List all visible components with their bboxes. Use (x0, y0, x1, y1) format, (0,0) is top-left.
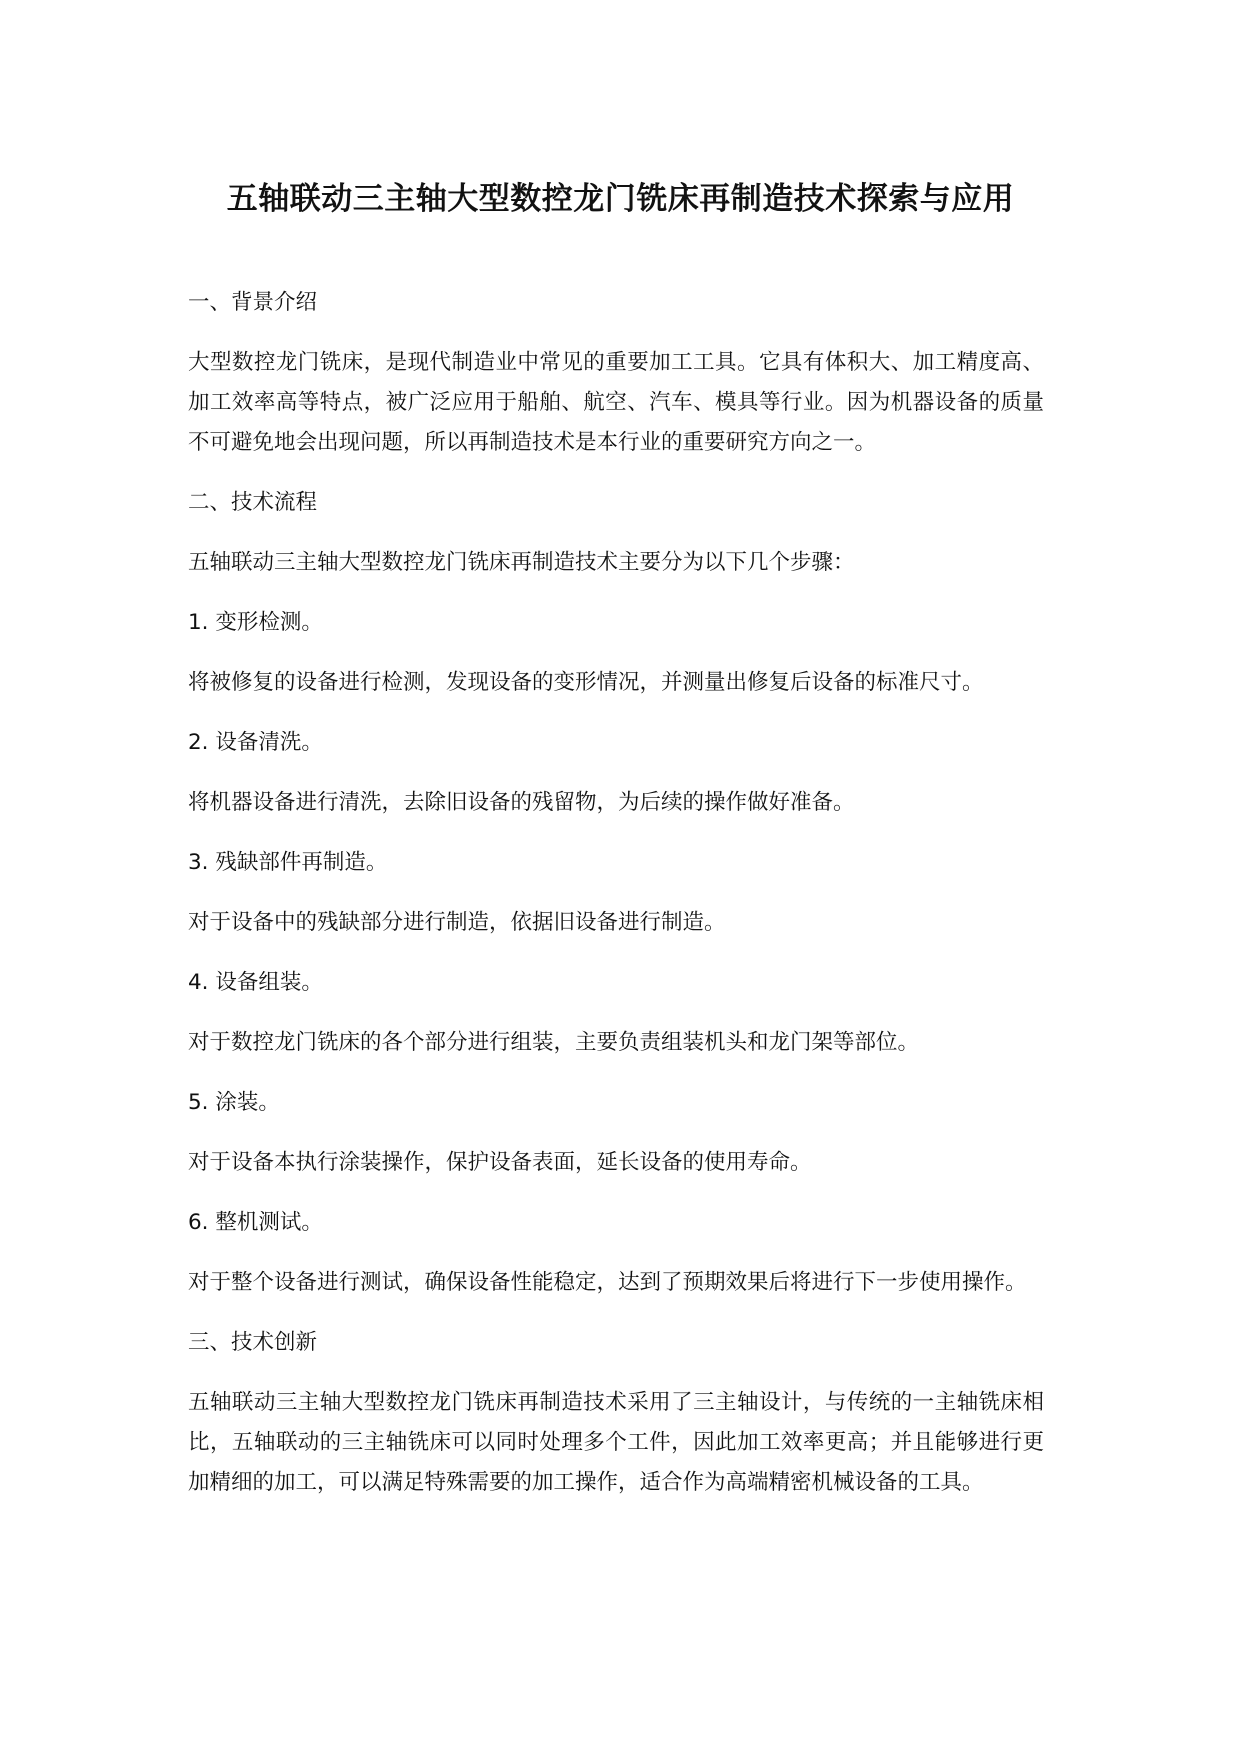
step-text-1: 将被修复的设备进行检测，发现设备的变形情况，并测量出修复后设备的标准尺寸。 (188, 670, 984, 695)
step-heading-4: 4. 设备组装。 (188, 970, 323, 995)
step-heading-3: 3. 残缺部件再制造。 (188, 850, 388, 875)
step-text-3: 对于设备中的残缺部分进行制造，依据旧设备进行制造。 (188, 910, 726, 935)
step-text-4: 对于数控龙门铣床的各个部分进行组装，主要负责组装机头和龙门架等部位。 (188, 1030, 920, 1055)
section-heading-innovation: 三、技术创新 (188, 1330, 318, 1355)
step-text-6: 对于整个设备进行测试，确保设备性能稳定，达到了预期效果后将进行下一步使用操作。 (188, 1270, 1027, 1295)
section-heading-background: 一、背景介绍 (188, 290, 318, 315)
document-body (188, 283, 1044, 1503)
paragraph-innovation: 五轴联动三主轴大型数控龙门铣床再制造技术采用了三主轴设计，与传统的一主轴铣床相比，五轴联动的三主轴铣床可以同时处理多个工件，因此加工效率更高；并且能够进行更加精细的加工，可以满足特殊需要的加工操作，适合作为高端精密机械设备的工具。 (188, 1390, 1044, 1495)
step-text-2: 将机器设备进行清洗，去除旧设备的残留物，为后续的操作做好准备。 (188, 790, 855, 815)
paragraph-background: 大型数控龙门铣床，是现代制造业中常见的重要加工工具。它具有体积大、加工精度高、加工效率高等特点，被广泛应用于船舶、航空、汽车、模具等行业。因为机器设备的质量不可避免地会出现问题，所以再制造技术是本行业的重要研究方向之一。 (188, 350, 1044, 455)
document-title: 五轴联动三主轴大型数控龙门铣床再制造技术探索与应用 (226, 181, 1015, 217)
paragraph-process-intro: 五轴联动三主轴大型数控龙门铣床再制造技术主要分为以下几个步骤： (188, 550, 855, 575)
step-heading-5: 5. 涂装。 (188, 1090, 280, 1115)
step-heading-6: 6. 整机测试。 (188, 1210, 323, 1235)
step-heading-1: 1. 变形检测。 (188, 610, 323, 635)
section-heading-process: 二、技术流程 (188, 490, 318, 515)
step-heading-2: 2. 设备清洗。 (188, 730, 323, 755)
step-text-5: 对于设备本执行涂装操作，保护设备表面，延长设备的使用寿命。 (188, 1150, 812, 1175)
